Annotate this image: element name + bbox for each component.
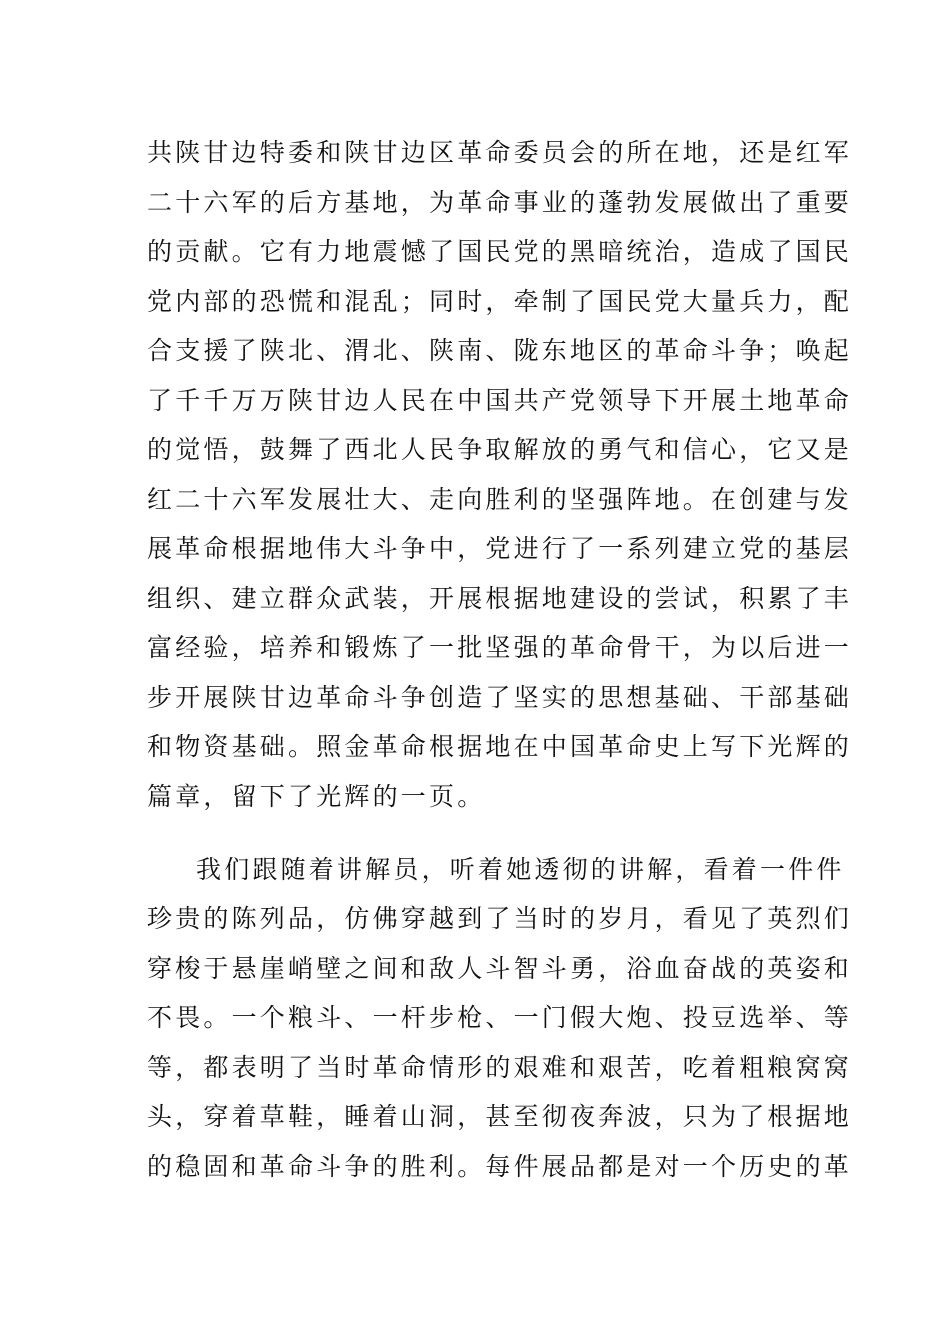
text-line: 党内部的恐慌和混乱；同时，牵制了国民党大量兵力，配 xyxy=(147,287,853,316)
text-line: 头，穿着草鞋，睡着山洞，甚至彻夜奔波，只为了根据地 xyxy=(147,1102,853,1131)
text-line: 合支援了陕北、渭北、陕南、陇东地区的革命斗争；唤起 xyxy=(147,336,853,365)
text-line: 我们跟随着讲解员，听着她透彻的讲解，看着一件件 xyxy=(196,855,845,884)
text-line: 穿梭于悬崖峭壁之间和敌人斗智斗勇，浴血奋战的英姿和 xyxy=(147,954,853,983)
text-line: 不畏。一个粮斗、一杆步枪、一门假大炮、投豆选举、等 xyxy=(147,1003,853,1032)
text-line: 了千千万万陕甘边人民在中国共产党领导下开展土地革命 xyxy=(147,386,853,415)
text-line: 珍贵的陈列品，仿佛穿越到了当时的岁月，看见了英烈们 xyxy=(147,904,853,933)
text-line: 的觉悟，鼓舞了西北人民争取解放的勇气和信心，它又是 xyxy=(147,435,853,464)
text-line: 篇章，留下了光辉的一页。 xyxy=(147,782,486,811)
text-line: 富经验，培养和锻炼了一批坚强的革命骨干，为以后进一 xyxy=(147,633,853,662)
text-line: 步开展陕甘边革命斗争创造了坚实的思想基础、干部基础 xyxy=(147,683,853,712)
text-line: 的贡献。它有力地震憾了国民党的黑暗统治，造成了国民 xyxy=(147,237,853,266)
text-line: 二十六军的后方基地，为革命事业的蓬勃发展做出了重要 xyxy=(147,188,853,217)
text-line: 和物资基础。照金革命根据地在中国革命史上写下光辉的 xyxy=(147,732,853,761)
text-line: 共陕甘边特委和陕甘边区革命委员会的所在地，还是红军 xyxy=(147,138,853,167)
text-line: 的稳固和革命斗争的胜利。每件展品都是对一个历史的革 xyxy=(147,1152,853,1181)
text-line: 等，都表明了当时革命情形的艰难和艰苦，吃着粗粮窝窝 xyxy=(147,1053,853,1082)
text-line: 展革命根据地伟大斗争中，党进行了一系列建立党的基层 xyxy=(147,534,853,563)
text-line: 组织、建立群众武装，开展根据地建设的尝试，积累了丰 xyxy=(147,584,853,613)
text-line: 红二十六军发展壮大、走向胜利的坚强阵地。在创建与发 xyxy=(147,485,853,514)
